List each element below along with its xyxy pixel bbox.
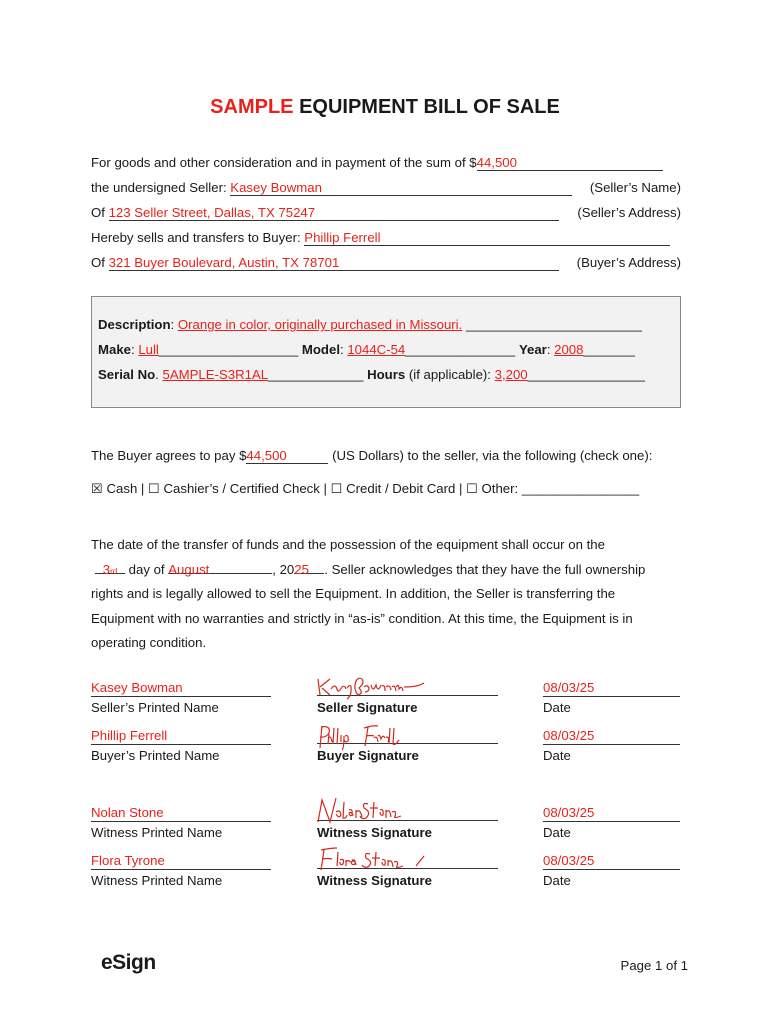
seller-date-field[interactable]: 08/03/25 bbox=[543, 680, 680, 697]
transfer-line-1: The date of the transfer of funds and the possession of the equipment shall occur on the bbox=[91, 537, 605, 552]
buyer-printed-name-label: Buyer’s Printed Name bbox=[91, 748, 220, 763]
hours-field[interactable]: 3,200 bbox=[494, 367, 528, 382]
seller-line bbox=[91, 180, 681, 196]
seller-address-label: Of bbox=[91, 205, 109, 220]
hours-blank: ________________ bbox=[527, 367, 645, 382]
make-blank: ___________________ bbox=[158, 342, 299, 357]
payment-line bbox=[91, 448, 681, 464]
model-field[interactable]: 1044C-54 bbox=[347, 342, 406, 357]
witness2-printed-name-field[interactable]: Flora Tyrone bbox=[91, 853, 271, 870]
witness2-signature-image bbox=[316, 846, 436, 872]
buyer-address-label: Of bbox=[91, 255, 109, 270]
make-label: Make bbox=[98, 342, 131, 357]
transfer-line-4: Equipment with no warranties and strictly in “as-is” condition. At this time, the Equipment is in bbox=[91, 610, 633, 626]
title-rest: EQUIPMENT BILL OF SALE bbox=[299, 96, 560, 118]
model-label: Model bbox=[301, 342, 340, 357]
esign-logo: eSign bbox=[101, 951, 156, 974]
description-line: Description: Orange in color, originally purchased in Missouri. ________________________ bbox=[98, 317, 642, 332]
buyer-date-label: Date bbox=[543, 748, 571, 763]
buyer-line bbox=[91, 230, 681, 246]
seller-signature-label: Seller Signature bbox=[317, 700, 418, 715]
seller-name-suffix: (Seller’s Name) bbox=[586, 180, 681, 196]
serial-label: Serial No bbox=[98, 367, 156, 382]
witness1-date-label: Date bbox=[543, 825, 571, 840]
make-field[interactable]: Lull bbox=[138, 342, 159, 357]
year-field[interactable]: 2008 bbox=[554, 342, 584, 357]
payment-options[interactable] bbox=[91, 481, 681, 497]
page-number: Page 1 of 1 bbox=[620, 958, 688, 973]
buyer-address-suffix: (Buyer’s Address) bbox=[573, 255, 681, 271]
transfer-month-field[interactable]: August bbox=[168, 558, 272, 574]
witness2-printed-name-label: Witness Printed Name bbox=[91, 873, 223, 888]
seller-address-suffix: (Seller’s Address) bbox=[573, 205, 681, 221]
document-title bbox=[0, 96, 770, 119]
sum-line bbox=[91, 155, 681, 171]
buyer-name-field[interactable]: Phillip Ferrell bbox=[304, 230, 670, 246]
payment-prefix: The Buyer agrees to pay $ bbox=[91, 448, 247, 463]
seller-printed-name-field[interactable]: Kasey Bowman bbox=[91, 680, 271, 697]
transfer-line-3: rights and is legally allowed to sell the Equipment. In addition, the Seller is transferring the bbox=[91, 586, 616, 601]
buyer-signature-label: Buyer Signature bbox=[317, 748, 419, 763]
transfer-day-field[interactable]: 3rd bbox=[95, 558, 125, 574]
day-of-label: day of bbox=[125, 561, 169, 577]
transfer-paragraph bbox=[91, 533, 681, 656]
seller-address-line bbox=[91, 205, 681, 221]
description-label: Description bbox=[98, 317, 171, 332]
serial-field[interactable]: 5AMPLE-S3R1AL bbox=[162, 367, 269, 382]
buyer-address-line bbox=[91, 255, 681, 271]
payment-suffix: (US Dollars) to the seller, via the following (check one): bbox=[328, 448, 653, 463]
transfer-line-5: operating condition. bbox=[91, 635, 207, 650]
buyer-address-field[interactable]: 321 Buyer Boulevard, Austin, TX 78701 bbox=[109, 255, 559, 271]
hours-paren: (if applicable): bbox=[405, 367, 495, 382]
sum-field[interactable]: 44,500 bbox=[477, 155, 663, 171]
witness2-date-field[interactable]: 08/03/25 bbox=[543, 853, 680, 870]
buyer-label: Hereby sells and transfers to Buyer: bbox=[91, 230, 305, 245]
title-sample: SAMPLE bbox=[210, 96, 294, 118]
serial-hours-line: Serial No. 5AMPLE-S3R1AL_____________ Hours (if applicable): 3,200________________ bbox=[98, 367, 645, 382]
payment-amount-field[interactable]: 44,500 bbox=[246, 448, 328, 464]
witness2-date-label: Date bbox=[543, 873, 571, 888]
transfer-line-2 bbox=[91, 558, 681, 583]
transfer-line-2-tail: . Seller acknowledges that they have the full ownership bbox=[324, 561, 646, 577]
sum-label: For goods and other consideration and in payment of the sum of $ bbox=[91, 155, 477, 170]
description-blank: ________________________ bbox=[462, 317, 642, 332]
witness1-signature-image bbox=[316, 796, 416, 826]
seller-printed-name-label: Seller’s Printed Name bbox=[91, 700, 219, 715]
buyer-date-field[interactable]: 08/03/25 bbox=[543, 728, 680, 745]
seller-address-field[interactable]: 123 Seller Street, Dallas, TX 75247 bbox=[109, 205, 559, 221]
make-model-year-line: Make: Lull___________________ Model: 1044C-54_______________ Year: 2008_______ bbox=[98, 342, 635, 357]
year-prefix: , 20 bbox=[272, 561, 295, 577]
model-blank: _______________ bbox=[405, 342, 516, 357]
serial-blank: _____________ bbox=[268, 367, 364, 382]
witness1-date-field[interactable]: 08/03/25 bbox=[543, 805, 680, 822]
seller-signature-image bbox=[316, 673, 426, 701]
transfer-year-field[interactable]: 25 bbox=[294, 558, 324, 574]
witness1-printed-name-label: Witness Printed Name bbox=[91, 825, 223, 840]
payment-options-text[interactable]: ☒ Cash | ☐ Cashier’s / Certified Check | ☐ Credit / Debit Card | ☐ Other: ________________ bbox=[91, 481, 640, 496]
description-field[interactable]: Orange in color, originally purchased in Missouri. bbox=[177, 317, 463, 332]
seller-date-label: Date bbox=[543, 700, 571, 715]
witness1-signature-label: Witness Signature bbox=[317, 825, 432, 840]
hours-label: Hours bbox=[367, 367, 406, 382]
buyer-printed-name-field[interactable]: Phillip Ferrell bbox=[91, 728, 271, 745]
year-label: Year bbox=[518, 342, 547, 357]
witness1-printed-name-field[interactable]: Nolan Stone bbox=[91, 805, 271, 822]
seller-label: the undersigned Seller: bbox=[91, 180, 231, 195]
witness2-signature-label: Witness Signature bbox=[317, 873, 432, 888]
year-blank: _______ bbox=[583, 342, 635, 357]
seller-name-field[interactable]: Kasey Bowman bbox=[230, 180, 572, 196]
